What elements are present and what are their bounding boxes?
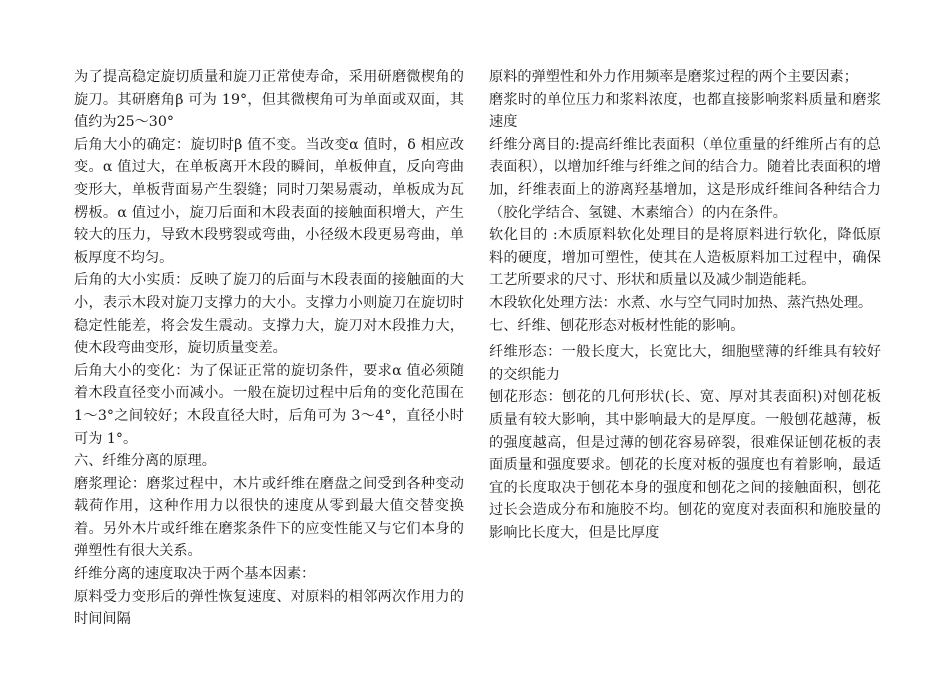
left-column (74, 66, 464, 631)
paragraph-factor-list: 原料受力变形后的弹性恢复速度、对原料的相邻两次作用力的时间间隔 (74, 588, 464, 628)
paragraph-particle-morphology: 刨花形态：刨花的几何形状(长、宽、厚对其表面积)对刨花板质量有较大影响，其中影响最大的是厚度。一般刨花越薄，板的强度越高，但是过薄的刨花容易碎裂，很难保证刨花板的表面质量和强度要求。刨花的长度对板的强度也有着影响，最适宜的长度取决于刨花本身的强度和刨花之间的接触面积，刨花过长会造成分布和施胶不均。刨花的宽度对表面积和施胶量的影响比长度大，但是比厚度 (489, 389, 881, 541)
paragraph-separation-purpose: 纤维分离目的:提高纤维比表面积（单位重量的纤维所占有的总表面积），以增加纤维与纤维之间的结合力。随着比表面积的增加，纤维表面上的游离羟基增加，这是形成纤维间各种结合力（胶化学结合、氢键、木素缩合）的内在条件。 (489, 136, 881, 221)
section-heading-6: 六、纤维分离的原理。 (74, 453, 216, 470)
paragraph-softening-purpose: 软化目的 :木质原料软化处理目的是将原料进行软化，降低原料的硬度，增加可塑性，使其在人造板原料加工过程中，确保工艺所要求的尺寸、形状和质量以及减少制造能耗。 (489, 227, 881, 289)
paragraph-separation-factors: 纤维分离的速度取决于两个基本因素： (74, 566, 316, 583)
paragraph-pressure-consistency: 磨浆时的单位压力和浆料浓度，也都直接影响浆料质量和磨浆速度 (489, 91, 881, 131)
paragraph-refining-theory: 磨浆理论：磨浆过程中，木片或纤维在磨盘之间受到各种变动载荷作用，这种作用力以很快的速度从零到最大值交替变换着。另外木片或纤维在磨浆条件下的应变性能又与它们本身的弹塑性有很大关系。 (74, 475, 464, 560)
paragraph-main-factors: 原料的弹塑性和外力作用频率是磨浆过程的两个主要因素； (489, 69, 858, 85)
paragraph-clearance-change: 后角大小的变化：为了保证正常的旋切条件，要求α 值必须随着木段直径变小而减小。一般在旋切过程中后角的变化范围在 1～3°之间较好；木段直径大时，后角可为 3～4°，直径小时可为 1°。 (74, 362, 464, 447)
paragraph-clearance-angle: 后角大小的确定：旋切时β 值不变。当改变α 值时，δ 相应改变。α 值过大，在单板离开木段的瞬间，单板伸直，反向弯曲变形大，单板背面易产生裂缝；同时刀架易震动，单板成为瓦楞板。α 值过小，旋刀后面和木段表面的接触面积增大，产生较大的压力，导致木段劈裂或弯曲，小径级木段更易弯曲，单板厚度不均匀。 (74, 136, 464, 266)
paragraph-microbevel: 为了提高稳定旋切质量和旋刀正常使寿命，采用研磨微楔角的旋刀。其研磨角β 可为 19°，但其微楔角可为单面或双面，其值约为25～30° (74, 69, 464, 131)
paragraph-clearance-essence: 后角的大小实质：反映了旋刀的后面与木段表面的接触面的大小，表示木段对旋刀支撑力的大小。支撑力小则旋刀在旋切时稳定性能差，将会发生震动。支撑力大，旋刀对木段推力大，使木段弯曲变形，旋切质量变差。 (74, 272, 464, 357)
paragraph-fiber-morphology: 纤维形态：一般长度大，长宽比大，细胞壁薄的纤维具有较好的交织能力 (489, 344, 881, 383)
right-column (489, 66, 881, 544)
paragraph-softening-methods: 木段软化处理方法：水煮、水与空气同时加热、蒸汽热处理。 (489, 294, 873, 311)
section-heading-7: 七、纤维、刨花形态对板材性能的影响。 (489, 317, 745, 334)
